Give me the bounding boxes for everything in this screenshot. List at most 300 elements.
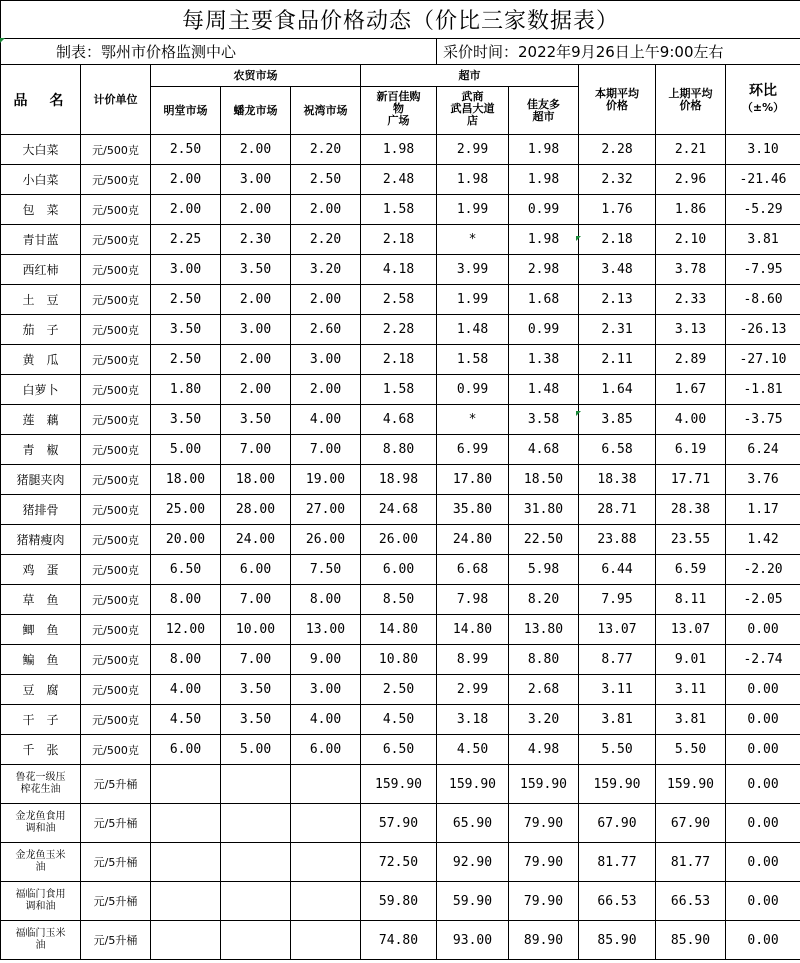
price-cell-chg: 3.81: [726, 225, 800, 255]
item-unit: 元/500克: [81, 615, 151, 645]
price-cell-s2: 0.99: [437, 375, 509, 405]
price-cell-m3: 4.00: [291, 705, 361, 735]
price-cell-s2: 7.98: [437, 585, 509, 615]
item-unit: 元/500克: [81, 645, 151, 675]
price-cell-prev: 4.00: [656, 405, 726, 435]
price-cell-s3: 13.80: [509, 615, 579, 645]
table-row: [1, 225, 800, 255]
price-cell-s3: 1.98: [509, 135, 579, 165]
price-cell-m1: [151, 765, 221, 804]
price-cell-avg: 2.11: [579, 345, 656, 375]
header-supermarkets: 超市: [361, 65, 579, 87]
item-name: 鸡 蛋: [1, 555, 81, 585]
price-cell-s3: 1.98: [509, 225, 579, 255]
price-cell-m1: 6.50: [151, 555, 221, 585]
oil-price-cell-s2: 65.90: [437, 804, 509, 843]
price-cell-s2: *: [437, 225, 509, 255]
price-cell-m3: 7.50: [291, 555, 361, 585]
oil-price-cell-prev: 67.90: [656, 804, 726, 843]
price-cell-s3: 5.98: [509, 555, 579, 585]
price-cell-avg: 5.50: [579, 735, 656, 765]
price-cell-m3: 2.20: [291, 135, 361, 165]
oil-item-unit: 元/5升桶: [81, 843, 151, 882]
table-row: [1, 255, 800, 285]
price-cell-s1: 8.80: [361, 435, 437, 465]
price-cell-m1: 1.80: [151, 375, 221, 405]
price-cell-s3: 1.68: [509, 285, 579, 315]
price-cell-m2: 2.30: [221, 225, 291, 255]
oil-table-row: [1, 882, 800, 921]
header-item-name: 品 名: [1, 65, 81, 135]
price-cell-m1: [151, 843, 221, 882]
price-cell-chg: -1.81: [726, 375, 800, 405]
price-cell-s3: 22.50: [509, 525, 579, 555]
price-cell-s3: 3.20: [509, 705, 579, 735]
header-previous-average: 上期平均 价格: [656, 65, 726, 135]
price-cell-s2: 35.80: [437, 495, 509, 525]
price-cell-s1: 1.58: [361, 375, 437, 405]
price-cell-m2: [221, 804, 291, 843]
price-cell-s1: 14.80: [361, 615, 437, 645]
price-cell-chg: -3.75: [726, 405, 800, 435]
oil-price-cell-s3: 159.90: [509, 765, 579, 804]
price-cell-prev: 5.50: [656, 735, 726, 765]
price-cell-s1: 2.50: [361, 675, 437, 705]
price-cell-m1: 6.00: [151, 735, 221, 765]
price-cell-s1: 2.18: [361, 225, 437, 255]
item-unit: 元/500克: [81, 675, 151, 705]
price-cell-avg: 1.76: [579, 195, 656, 225]
oil-price-cell-s2: 159.90: [437, 765, 509, 804]
price-cell-avg: 2.28: [579, 135, 656, 165]
price-cell-s1: 2.58: [361, 285, 437, 315]
price-cell-prev: 2.33: [656, 285, 726, 315]
item-name: 鳊 鱼: [1, 645, 81, 675]
price-cell-prev: 3.11: [656, 675, 726, 705]
item-unit: 元/500克: [81, 435, 151, 465]
item-name: 草 鱼: [1, 585, 81, 615]
table-row: [1, 555, 800, 585]
price-cell-chg: -26.13: [726, 315, 800, 345]
price-cell-m3: [291, 804, 361, 843]
price-cell-s2: 4.50: [437, 735, 509, 765]
item-unit: 元/500克: [81, 705, 151, 735]
price-cell-prev: 9.01: [656, 645, 726, 675]
price-cell-s1: 8.50: [361, 585, 437, 615]
price-cell-avg: 2.32: [579, 165, 656, 195]
price-cell-chg: 6.24: [726, 435, 800, 465]
price-cell-avg: 3.81: [579, 705, 656, 735]
item-name: 白萝卜: [1, 375, 81, 405]
header-supermarket-wushang: 武商 武昌大道 店: [437, 87, 509, 135]
price-cell-m3: 9.00: [291, 645, 361, 675]
price-cell-s2: 3.99: [437, 255, 509, 285]
price-cell-chg: -7.95: [726, 255, 800, 285]
price-cell-prev: 8.11: [656, 585, 726, 615]
price-cell-m2: 3.50: [221, 675, 291, 705]
price-cell-chg: 3.76: [726, 465, 800, 495]
price-cell-m3: 8.00: [291, 585, 361, 615]
item-name: 猪腿夹肉: [1, 465, 81, 495]
price-cell-s3: 1.48: [509, 375, 579, 405]
price-cell-s1: 18.98: [361, 465, 437, 495]
price-cell-s1: 6.50: [361, 735, 437, 765]
item-name: 西红柿: [1, 255, 81, 285]
price-cell-prev: 1.67: [656, 375, 726, 405]
item-unit: 元/500克: [81, 555, 151, 585]
price-cell-m1: [151, 882, 221, 921]
item-name: 青 椒: [1, 435, 81, 465]
price-cell-m3: [291, 765, 361, 804]
price-cell-prev: 2.21: [656, 135, 726, 165]
price-cell-m3: 2.00: [291, 195, 361, 225]
price-cell-m3: 27.00: [291, 495, 361, 525]
price-cell-prev: 28.38: [656, 495, 726, 525]
price-cell-m3: 2.60: [291, 315, 361, 345]
price-cell-s2: *: [437, 405, 509, 435]
price-cell-avg: 28.71: [579, 495, 656, 525]
price-cell-m3: 19.00: [291, 465, 361, 495]
price-cell-m3: 3.00: [291, 675, 361, 705]
item-unit: 元/500克: [81, 495, 151, 525]
header-market-panlong: 蟠龙市场: [221, 87, 291, 135]
oil-price-cell-prev: 159.90: [656, 765, 726, 804]
item-name: 包 菜: [1, 195, 81, 225]
price-cell-prev: 1.86: [656, 195, 726, 225]
price-cell-m1: [151, 921, 221, 960]
price-cell-chg: 0.00: [726, 735, 800, 765]
price-cell-m3: 4.00: [291, 405, 361, 435]
item-unit: 元/500克: [81, 585, 151, 615]
item-name: 茄 子: [1, 315, 81, 345]
price-cell-s1: 1.58: [361, 195, 437, 225]
table-row: [1, 735, 800, 765]
price-cell-prev: 2.96: [656, 165, 726, 195]
cell-comment-marker: [0, 38, 5, 43]
price-cell-m3: 2.50: [291, 165, 361, 195]
price-cell-chg: 1.42: [726, 525, 800, 555]
item-unit: 元/500克: [81, 225, 151, 255]
price-cell-s2: 1.58: [437, 345, 509, 375]
price-cell-m2: 28.00: [221, 495, 291, 525]
oil-table-row: [1, 843, 800, 882]
item-name: 豆 腐: [1, 675, 81, 705]
price-cell-m2: 3.50: [221, 405, 291, 435]
price-cell-s2: 14.80: [437, 615, 509, 645]
oil-item-unit: 元/5升桶: [81, 882, 151, 921]
price-cell-prev: 2.89: [656, 345, 726, 375]
price-cell-m1: 4.50: [151, 705, 221, 735]
price-cell-m3: 2.20: [291, 225, 361, 255]
table-row: [1, 495, 800, 525]
price-cell-m3: [291, 921, 361, 960]
oil-price-cell-s1: 57.90: [361, 804, 437, 843]
price-cell-m2: 6.00: [221, 555, 291, 585]
price-cell-m1: 3.50: [151, 405, 221, 435]
price-cell-avg: 3.85: [579, 405, 656, 435]
price-cell-s3: 31.80: [509, 495, 579, 525]
table-row: [1, 405, 800, 435]
price-cell-m2: 2.00: [221, 375, 291, 405]
price-cell-m2: 7.00: [221, 435, 291, 465]
item-name: 鲫 鱼: [1, 615, 81, 645]
price-cell-avg: 1.64: [579, 375, 656, 405]
table-row: [1, 285, 800, 315]
price-cell-avg: 6.58: [579, 435, 656, 465]
price-cell-s3: 8.80: [509, 645, 579, 675]
price-cell-m1: 18.00: [151, 465, 221, 495]
oil-price-cell-chg: 0.00: [726, 765, 800, 804]
price-cell-s1: 1.98: [361, 135, 437, 165]
price-time-label: 采价时间：2022年9月26日上午9:00左右: [437, 39, 800, 65]
oil-price-cell-prev: 85.90: [656, 921, 726, 960]
table-row: [1, 615, 800, 645]
item-unit: 元/500克: [81, 405, 151, 435]
price-cell-s1: 4.68: [361, 405, 437, 435]
price-cell-s2: 6.99: [437, 435, 509, 465]
item-name: 小白菜: [1, 165, 81, 195]
price-cell-m1: 2.50: [151, 285, 221, 315]
header-market-zhuwan: 祝湾市场: [291, 87, 361, 135]
oil-price-cell-s2: 92.90: [437, 843, 509, 882]
price-cell-prev: 3.78: [656, 255, 726, 285]
price-cell-m2: 2.00: [221, 135, 291, 165]
price-cell-s2: 1.99: [437, 285, 509, 315]
price-cell-s1: 6.00: [361, 555, 437, 585]
table-row: [1, 585, 800, 615]
price-cell-s3: 1.38: [509, 345, 579, 375]
price-cell-m2: 7.00: [221, 645, 291, 675]
price-cell-s1: 24.68: [361, 495, 437, 525]
oil-table-row: [1, 765, 800, 804]
price-cell-avg: 8.77: [579, 645, 656, 675]
price-cell-chg: 0.00: [726, 705, 800, 735]
price-cell-chg: 0.00: [726, 675, 800, 705]
header-market-mingtang: 明堂市场: [151, 87, 221, 135]
item-unit: 元/500克: [81, 165, 151, 195]
oil-price-cell-chg: 0.00: [726, 843, 800, 882]
price-cell-m2: 2.00: [221, 345, 291, 375]
cell-comment-marker: [576, 236, 581, 241]
price-cell-s3: 3.58: [509, 405, 579, 435]
price-cell-s2: 2.99: [437, 675, 509, 705]
oil-price-cell-s3: 79.90: [509, 843, 579, 882]
item-unit: 元/500克: [81, 525, 151, 555]
price-cell-m2: 2.00: [221, 195, 291, 225]
oil-price-cell-s3: 79.90: [509, 804, 579, 843]
oil-item-unit: 元/5升桶: [81, 765, 151, 804]
price-cell-m2: [221, 765, 291, 804]
price-cell-s3: 0.99: [509, 315, 579, 345]
price-cell-m3: [291, 843, 361, 882]
header-current-average: 本期平均 价格: [579, 65, 656, 135]
price-cell-avg: 3.48: [579, 255, 656, 285]
table-row: [1, 315, 800, 345]
price-cell-s1: 2.18: [361, 345, 437, 375]
table-row: [1, 345, 800, 375]
price-cell-m3: 3.20: [291, 255, 361, 285]
oil-price-cell-avg: 159.90: [579, 765, 656, 804]
price-cell-s2: 1.98: [437, 165, 509, 195]
price-cell-m1: 3.50: [151, 315, 221, 345]
item-name: 土 豆: [1, 285, 81, 315]
oil-item-unit: 元/5升桶: [81, 921, 151, 960]
price-cell-m2: [221, 921, 291, 960]
oil-item-name: 鲁花一级压 榨花生油: [1, 765, 81, 804]
oil-price-cell-s1: 74.80: [361, 921, 437, 960]
price-cell-m2: 2.00: [221, 285, 291, 315]
price-cell-chg: -21.46: [726, 165, 800, 195]
price-cell-prev: 6.59: [656, 555, 726, 585]
price-cell-m1: 2.50: [151, 345, 221, 375]
price-cell-s2: 3.18: [437, 705, 509, 735]
price-cell-s2: 6.68: [437, 555, 509, 585]
item-name: 黄 瓜: [1, 345, 81, 375]
price-cell-avg: 2.13: [579, 285, 656, 315]
price-cell-m2: 3.50: [221, 705, 291, 735]
oil-price-cell-chg: 0.00: [726, 804, 800, 843]
price-cell-avg: 3.11: [579, 675, 656, 705]
price-cell-s3: 4.98: [509, 735, 579, 765]
header-supermarket-xinbaijia: 新百佳购 物 广场: [361, 87, 437, 135]
oil-item-name: 福临门玉米 油: [1, 921, 81, 960]
price-cell-m3: 6.00: [291, 735, 361, 765]
table-row: [1, 375, 800, 405]
table-body: [1, 135, 800, 765]
price-cell-s3: 18.50: [509, 465, 579, 495]
price-cell-s2: 8.99: [437, 645, 509, 675]
price-cell-m1: 2.25: [151, 225, 221, 255]
price-cell-s3: 8.20: [509, 585, 579, 615]
oil-price-cell-avg: 85.90: [579, 921, 656, 960]
price-cell-m3: 2.00: [291, 375, 361, 405]
price-cell-prev: 23.55: [656, 525, 726, 555]
oil-table-body: [1, 765, 800, 960]
price-cell-m1: 2.00: [151, 195, 221, 225]
table-row: [1, 675, 800, 705]
price-cell-avg: 18.38: [579, 465, 656, 495]
item-unit: 元/500克: [81, 285, 151, 315]
table-title: 每周主要食品价格动态（价比三家数据表）: [1, 1, 800, 39]
price-cell-s1: 4.50: [361, 705, 437, 735]
price-cell-prev: 6.19: [656, 435, 726, 465]
oil-price-cell-avg: 67.90: [579, 804, 656, 843]
price-cell-s3: 4.68: [509, 435, 579, 465]
price-cell-m2: 3.00: [221, 165, 291, 195]
price-cell-avg: 6.44: [579, 555, 656, 585]
price-cell-m3: 26.00: [291, 525, 361, 555]
oil-table-row: [1, 921, 800, 960]
price-cell-m1: 8.00: [151, 585, 221, 615]
oil-item-name: 金龙鱼玉米 油: [1, 843, 81, 882]
price-cell-chg: 1.17: [726, 495, 800, 525]
price-cell-m1: 3.00: [151, 255, 221, 285]
item-unit: 元/500克: [81, 255, 151, 285]
item-name: 猪排骨: [1, 495, 81, 525]
oil-price-cell-chg: 0.00: [726, 921, 800, 960]
oil-price-cell-s1: 159.90: [361, 765, 437, 804]
price-cell-s1: 10.80: [361, 645, 437, 675]
item-unit: 元/500克: [81, 735, 151, 765]
oil-price-cell-prev: 81.77: [656, 843, 726, 882]
price-cell-m2: 5.00: [221, 735, 291, 765]
oil-price-cell-s1: 72.50: [361, 843, 437, 882]
item-name: 莲 藕: [1, 405, 81, 435]
oil-price-cell-s3: 79.90: [509, 882, 579, 921]
price-cell-m1: 2.50: [151, 135, 221, 165]
table-row: [1, 435, 800, 465]
item-name: 大白菜: [1, 135, 81, 165]
price-cell-m2: 10.00: [221, 615, 291, 645]
price-cell-avg: 23.88: [579, 525, 656, 555]
table-row: [1, 165, 800, 195]
price-cell-s2: 17.80: [437, 465, 509, 495]
price-cell-s2: 1.48: [437, 315, 509, 345]
price-cell-m1: [151, 804, 221, 843]
price-cell-chg: -2.05: [726, 585, 800, 615]
price-cell-avg: 7.95: [579, 585, 656, 615]
price-cell-m1: 8.00: [151, 645, 221, 675]
oil-price-cell-prev: 66.53: [656, 882, 726, 921]
price-cell-prev: 3.13: [656, 315, 726, 345]
oil-price-cell-s1: 59.80: [361, 882, 437, 921]
oil-item-unit: 元/5升桶: [81, 804, 151, 843]
price-cell-s2: 24.80: [437, 525, 509, 555]
oil-price-cell-avg: 81.77: [579, 843, 656, 882]
price-cell-avg: 2.31: [579, 315, 656, 345]
header-unit: 计价单位: [81, 65, 151, 135]
price-cell-chg: -5.29: [726, 195, 800, 225]
price-cell-chg: -2.74: [726, 645, 800, 675]
header-farm-markets: 农贸市场: [151, 65, 361, 87]
price-cell-prev: 17.71: [656, 465, 726, 495]
price-cell-m1: 20.00: [151, 525, 221, 555]
maker-label: 制表：鄂州市价格监测中心: [1, 39, 437, 65]
header-supermarket-jiayouduo: 佳友多 超市: [509, 87, 579, 135]
price-cell-s3: 1.98: [509, 165, 579, 195]
price-cell-m1: 2.00: [151, 165, 221, 195]
oil-price-cell-s2: 93.00: [437, 921, 509, 960]
price-cell-s3: 2.68: [509, 675, 579, 705]
oil-item-name: 福临门食用 调和油: [1, 882, 81, 921]
table-row: [1, 705, 800, 735]
table-row: [1, 525, 800, 555]
price-cell-m2: [221, 882, 291, 921]
price-cell-prev: 3.81: [656, 705, 726, 735]
price-cell-s1: 4.18: [361, 255, 437, 285]
header-change-percent: 环比 （±%）: [726, 65, 800, 135]
table-row: [1, 195, 800, 225]
price-cell-s3: 0.99: [509, 195, 579, 225]
table-row: [1, 465, 800, 495]
oil-price-cell-chg: 0.00: [726, 882, 800, 921]
price-cell-m3: 2.00: [291, 285, 361, 315]
item-unit: 元/500克: [81, 315, 151, 345]
price-cell-s3: 2.98: [509, 255, 579, 285]
item-name: 青甘蓝: [1, 225, 81, 255]
price-cell-m3: 7.00: [291, 435, 361, 465]
price-cell-s1: 2.28: [361, 315, 437, 345]
item-unit: 元/500克: [81, 135, 151, 165]
price-cell-avg: 13.07: [579, 615, 656, 645]
price-cell-prev: 2.10: [656, 225, 726, 255]
price-cell-m2: 24.00: [221, 525, 291, 555]
price-cell-chg: -2.20: [726, 555, 800, 585]
price-cell-s2: 2.99: [437, 135, 509, 165]
item-unit: 元/500克: [81, 375, 151, 405]
price-cell-m3: [291, 882, 361, 921]
price-cell-m3: 3.00: [291, 345, 361, 375]
